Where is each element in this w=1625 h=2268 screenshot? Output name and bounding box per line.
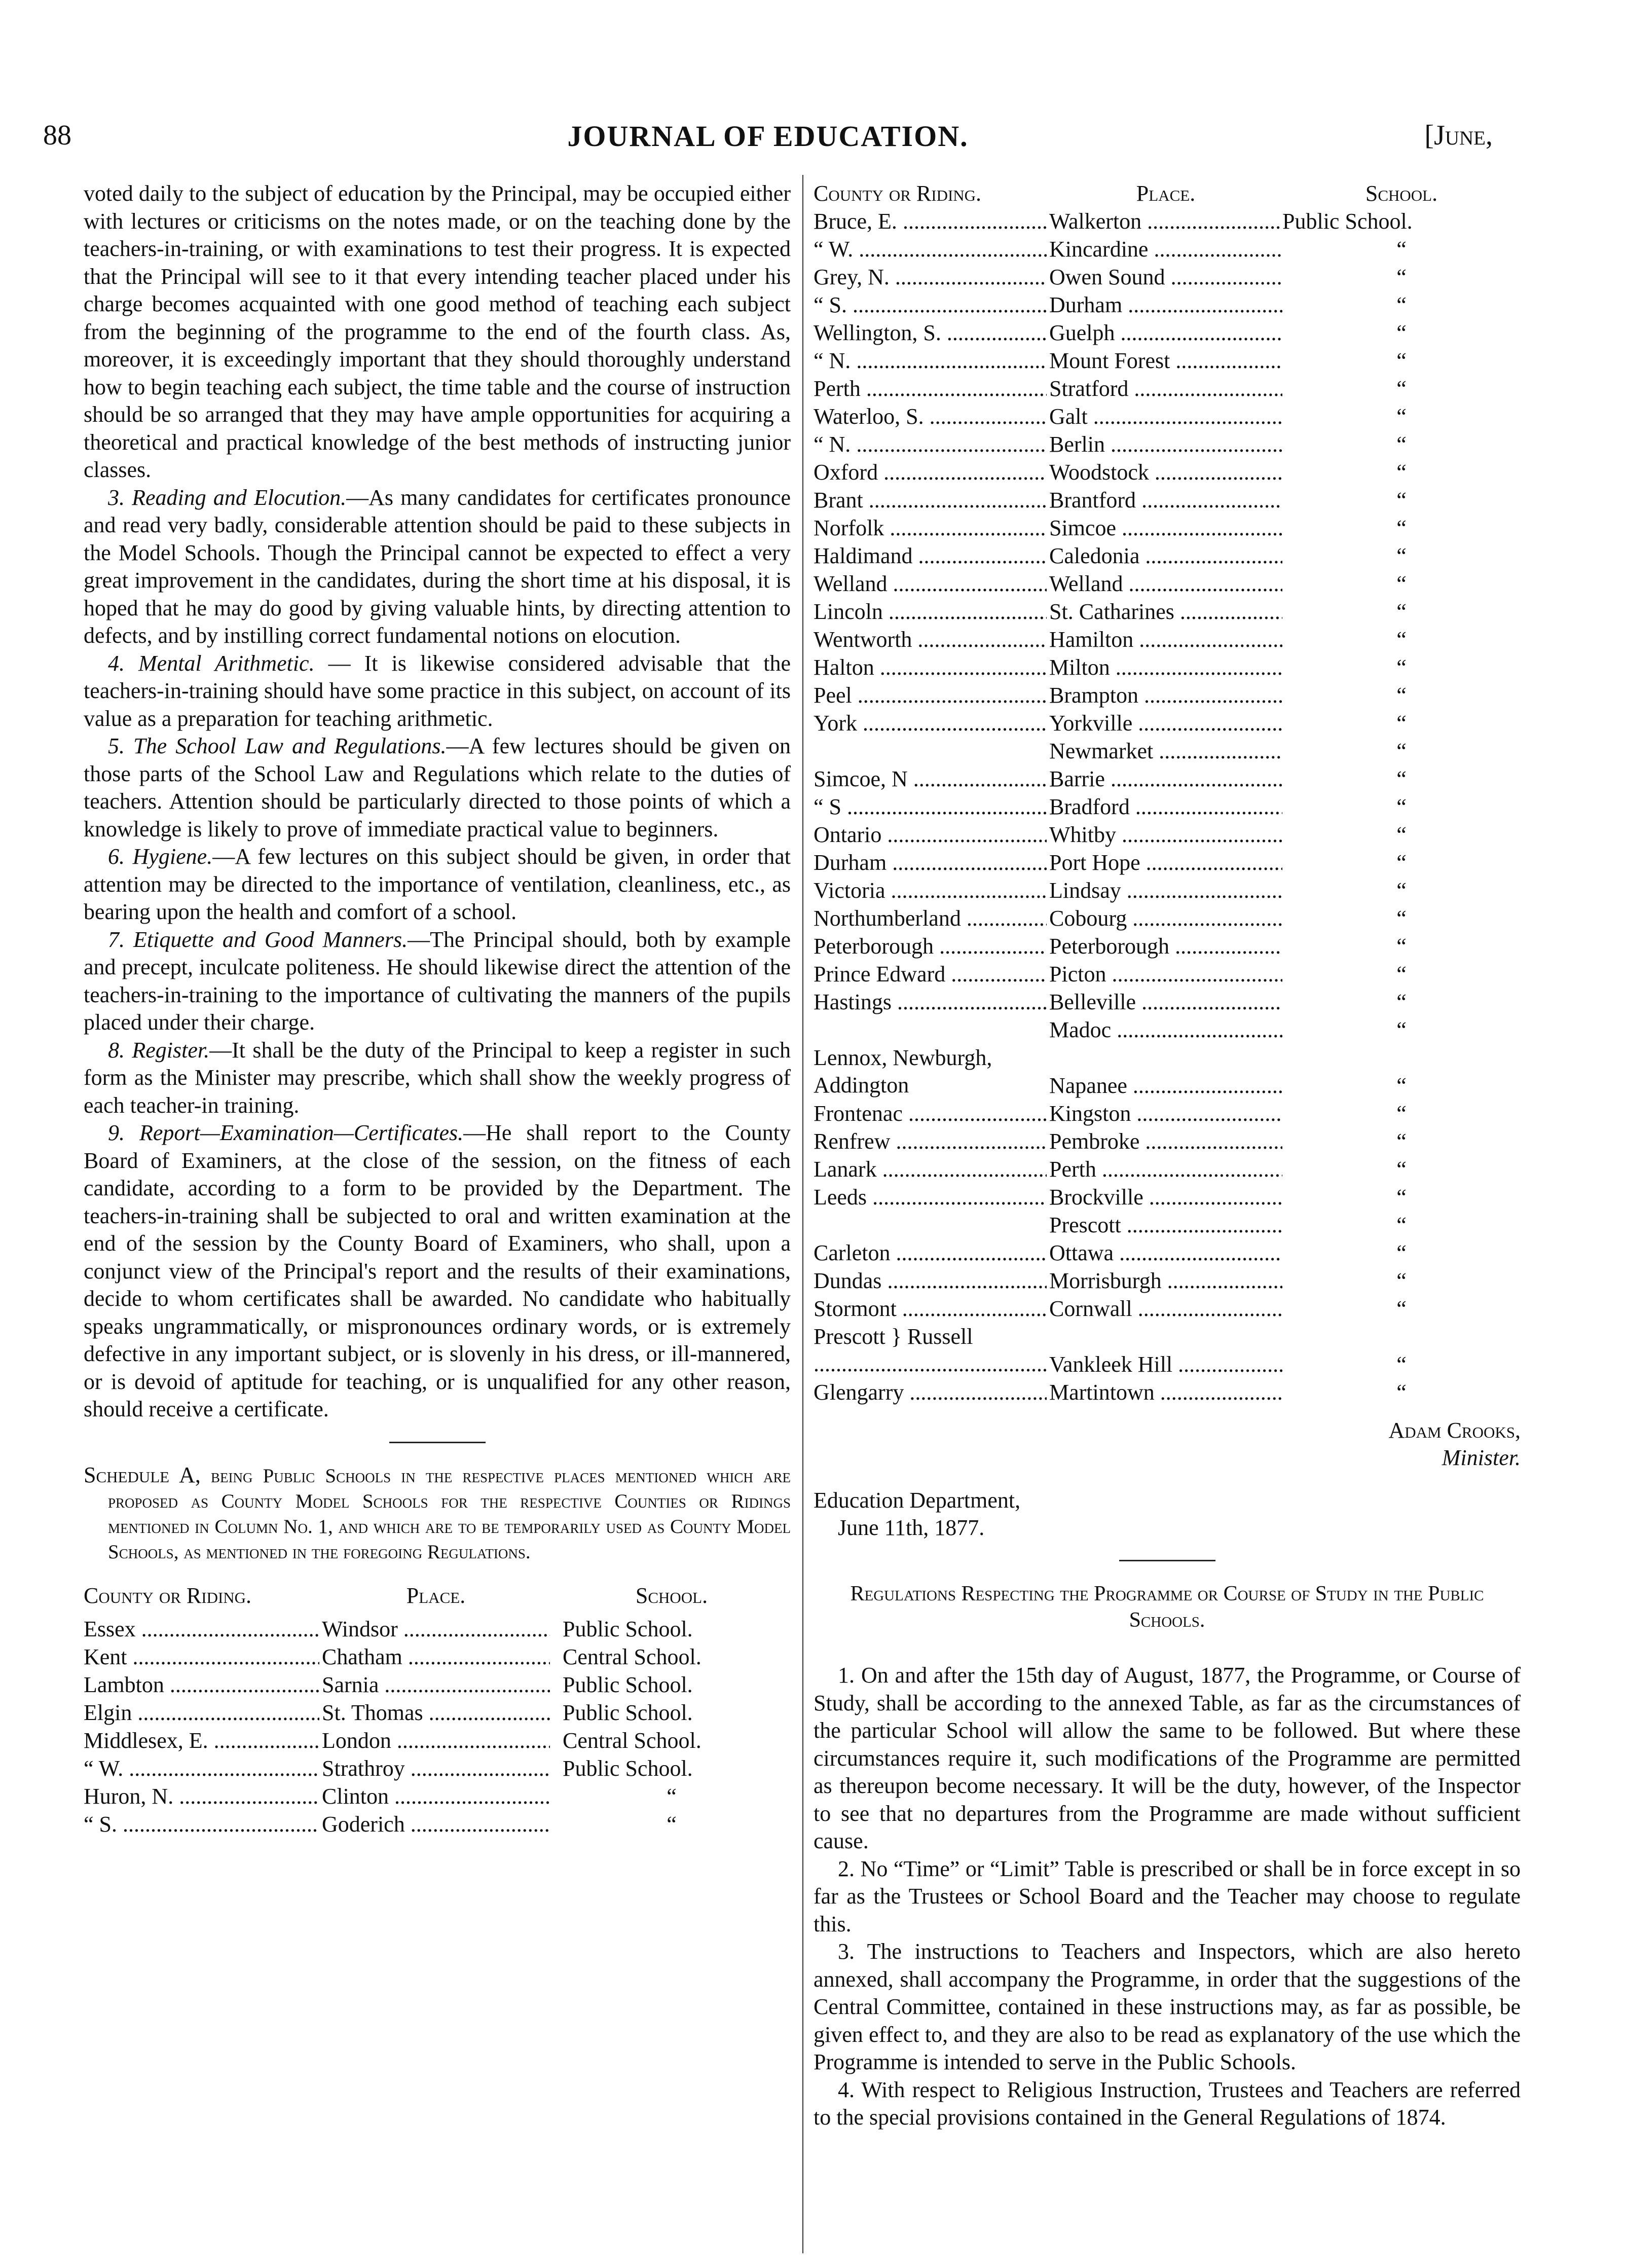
- county-cell: Oxford .....: [814, 459, 1047, 486]
- county-cell: Peterborough .....: [814, 933, 1047, 960]
- school-cell: “: [1396, 1157, 1407, 1182]
- table-row: [814, 654, 1521, 682]
- dateline-date: June 11th, 1877.: [838, 1515, 985, 1540]
- place-cell: Ottawa .....: [1049, 1239, 1282, 1267]
- school-cell: “: [1396, 766, 1407, 791]
- county-cell: Dundas .....: [814, 1267, 1047, 1295]
- county-cell: Elgin .....: [84, 1699, 319, 1727]
- paragraph: [84, 926, 791, 1037]
- county-cell: Waterloo, S. .....: [814, 403, 1047, 430]
- place-cell: Milton .....: [1049, 654, 1282, 681]
- paragraph-heading: 6. Hygiene.: [108, 844, 213, 869]
- school-cell: “: [1396, 1380, 1407, 1405]
- table-row: [84, 1616, 791, 1643]
- school-cell: “: [1396, 627, 1407, 652]
- table-row: [814, 291, 1521, 319]
- table-row: [814, 1156, 1521, 1184]
- table-row: [814, 515, 1521, 542]
- paragraph: [84, 733, 791, 843]
- paragraph-text: —A few lectures on this subject should be given, in order that attention may be directed to the importance of ventilation, cleanliness, etc., as bearing upon the health and comfort of a school.: [84, 844, 791, 924]
- place-cell: Brantford .....: [1049, 487, 1282, 514]
- place-cell: Galt .....: [1049, 403, 1282, 430]
- paragraph-text: —The Principal should, both by example and precept, inculcate politeness. He should likewise direct the attention of the teachers-in-training to the importance of cultivating the manners of the pupils placed under their charge.: [84, 927, 791, 1035]
- place-cell: Peterborough .....: [1049, 933, 1282, 960]
- place-cell: Strathroy .....: [322, 1755, 550, 1782]
- place-cell: Barrie .....: [1049, 765, 1282, 793]
- place-cell: Stratford .....: [1049, 375, 1282, 403]
- school-cell: Central School.: [563, 1728, 701, 1753]
- table-row: [814, 1295, 1521, 1323]
- county-cell: Perth .....: [814, 375, 1047, 403]
- county-cell: “ S .....: [814, 793, 1047, 821]
- table-row: [84, 1811, 791, 1839]
- table-row: [814, 431, 1521, 459]
- paragraph-heading: 5. The School Law and Regulations.: [108, 734, 447, 758]
- regulations-title: Regulations Respecting the Programme or Course of Study in the Public Schools.: [850, 1582, 1484, 1632]
- regulation-paragraph: 4. With respect to Religious Instruction, Trustees and Teachers are referred to the special provisions contained in the General Regulations of 1874.: [814, 2077, 1521, 2130]
- county-cell: Kent .....: [84, 1643, 319, 1671]
- place-cell: Welland .....: [1049, 570, 1282, 598]
- county-cell: Ontario .....: [814, 821, 1047, 849]
- table-row: [814, 682, 1521, 710]
- journal-title: JOURNAL OF EDUCATION.: [567, 120, 969, 153]
- place-cell: Madoc .....: [1049, 1016, 1282, 1044]
- county-cell: “ W. .....: [84, 1755, 319, 1782]
- school-cell: “: [1396, 516, 1407, 540]
- table-row: [814, 738, 1521, 765]
- school-cell: “: [1396, 1213, 1407, 1237]
- county-cell: Bruce, E. .....: [814, 208, 1047, 235]
- regulations-body: [814, 1662, 1521, 2132]
- table-row: [814, 1267, 1521, 1295]
- school-cell: “: [1396, 1296, 1407, 1321]
- paragraph: [84, 180, 791, 484]
- school-cell: Public School.: [563, 1672, 693, 1697]
- table-row: [814, 793, 1521, 821]
- place-cell: Owen Sound .....: [1049, 264, 1282, 291]
- page-number: 88: [43, 120, 71, 151]
- school-cell: “: [1396, 599, 1407, 624]
- county-cell: Glengarry .....: [814, 1379, 1047, 1406]
- place-cell: Hamilton .....: [1049, 626, 1282, 653]
- table-row: [84, 1643, 791, 1671]
- table-row: [84, 1727, 791, 1755]
- county-cell: Norfolk .....: [814, 515, 1047, 542]
- paragraph-heading: 4. Mental Arithmetic.: [108, 650, 315, 676]
- paragraph-text: —He shall report to the County Board of Examiners, at the close of the session, on the fitness of each candidate, according to a form to be provided by the Department. The teachers-in-training shall be subjected to oral and written examination at the end of the session by the County Board of Examiners, who shall, upon a conjunct view of the Principal's report and the results of their examinations, decide to whom certificates shall be awarded. No candidate who habitually speaks ungrammatically, or mispronounces ordinary words, or is extremely defective in any important subject, or is slovenly in his dress, or ill-mannered, or is devoid of aptitude for teaching, or is unqualified for any other reason, should receive a certificate.: [84, 1120, 791, 1421]
- table-row: [814, 626, 1521, 654]
- right-column: [814, 180, 1521, 2132]
- table-row: [84, 1755, 791, 1783]
- school-cell: “: [1396, 543, 1407, 568]
- county-cell: Huron, N. .....: [84, 1783, 319, 1810]
- county-cell: Carleton .....: [814, 1239, 1047, 1267]
- header-county: County or Riding.: [84, 1583, 252, 1608]
- signature-role: Minister.: [1442, 1445, 1521, 1470]
- issue-month: [June,: [1424, 120, 1493, 151]
- regulation-paragraph: 1. On and after the 15th day of August, 1877, the Programme, or Course of Study, shall be according to the annexed Table, as far as the circumstances of the particular School will allow the same to be followed. But where these circumstances require it, such modifications of the Programme are permitted as thereupon become necessary. It will be the duty, however, of the Inspector to see that no departures from the Programme are made without sufficient cause.: [814, 1663, 1521, 1853]
- county-cell: Lambton .....: [84, 1671, 319, 1699]
- school-cell: “: [1396, 1017, 1407, 1042]
- table-row: [814, 459, 1521, 487]
- place-cell: Walkerton .....: [1049, 208, 1282, 235]
- school-cell: “: [1396, 404, 1407, 429]
- table-row: [814, 542, 1521, 570]
- county-cell: Victoria .....: [814, 877, 1047, 904]
- place-cell: Kincardine .....: [1049, 236, 1282, 263]
- school-cell: “: [1396, 794, 1407, 819]
- county-cell: Prince Edward .....: [814, 961, 1047, 988]
- school-cell: “: [1396, 711, 1407, 736]
- paragraph-heading: 3. Reading and Elocution.: [108, 485, 347, 510]
- school-cell: “: [1396, 822, 1407, 847]
- county-cell: Grey, N. .....: [814, 264, 1047, 291]
- place-cell: Sarnia .....: [322, 1671, 550, 1699]
- county-cell: Welland .....: [814, 570, 1047, 598]
- place-cell: Prescott .....: [1049, 1212, 1282, 1239]
- place-cell: St. Thomas .....: [322, 1699, 550, 1727]
- school-cell: “: [1396, 906, 1407, 931]
- regulation-paragraph: 3. The instructions to Teachers and Inspectors, which are also hereto annexed, shall accompany the Programme, in order that the suggestions of the Central Committee, contained in these instructions may, as far as possible, be given effect to, and they are also to be read as explanatory of the use which the Programme is intended to serve in the Public Schools.: [814, 1939, 1521, 2074]
- signature-block: [814, 1417, 1521, 1472]
- table-row: [814, 236, 1521, 264]
- left-column: [84, 180, 791, 1839]
- column-divider: [802, 175, 803, 2253]
- paragraph-text: —It shall be the duty of the Principal to keep a register in such form as the Minister may prescribe, which shall show the weekly progress of each teacher-in training.: [84, 1037, 791, 1118]
- school-cell: “: [1396, 320, 1407, 345]
- table-row: [814, 989, 1521, 1016]
- place-cell: Clinton .....: [322, 1783, 550, 1810]
- county-cell: Lennox, Newburgh, Addington .....: [814, 1044, 1047, 1100]
- county-cell: Prescott } Russell .....: [814, 1323, 1047, 1378]
- table-row: [814, 1100, 1521, 1128]
- paragraph-text: —As many candidates for certificates pronounce and read very badly, considerable attention should be paid to these subjects in the Model Schools. Though the Principal cannot be expected to effect a very great improvement in the candidates, during the short time at his disposal, it is hoped that he may do good by giving valuable hints, by directing attention to defects, and by instilling correct fundamental notions on elocution.: [84, 485, 791, 648]
- place-cell: Perth .....: [1049, 1156, 1282, 1183]
- school-cell: “: [1396, 348, 1407, 373]
- place-cell: Goderich .....: [322, 1811, 550, 1838]
- place-cell: Port Hope .....: [1049, 849, 1282, 876]
- table-row: [814, 1239, 1521, 1267]
- table-row: [814, 570, 1521, 598]
- issue-month-text: June,: [1434, 120, 1493, 151]
- school-cell: Public School.: [563, 1700, 693, 1725]
- table-row: [814, 598, 1521, 626]
- table-row: [814, 319, 1521, 347]
- county-cell: Wentworth .....: [814, 626, 1047, 653]
- school-cell: “: [1396, 1101, 1407, 1126]
- table-row: [814, 1212, 1521, 1239]
- school-cell: Public School.: [563, 1616, 693, 1641]
- paragraph-text: voted daily to the subject of education by the Principal, may be occupied either with lectures or criticisms on the notes made, or on the teaching done by the teachers-in-training, or with examinations to test their progress. It is expected that the Principal will see to it that every intending teacher placed under his charge becomes acquainted with one good method of teaching each subject from the beginning of the programme to the end of the fourth class. As, moreover, it is exceedingly important that they should thoroughly understand how to begin teaching each subject, the time table and the course of instruction should be so arranged that they may have ample opportunities for acquiring a theoretical and practical knowledge of the best methods of instructing junior classes.: [84, 181, 791, 482]
- table-header-row: [84, 1582, 791, 1616]
- dateline: [814, 1487, 1521, 1542]
- paragraph: [84, 843, 791, 926]
- place-cell: Yorkville .....: [1049, 710, 1282, 737]
- table-row: [814, 1016, 1521, 1044]
- schedule-a-table-left: [84, 1582, 791, 1839]
- county-cell: Renfrew .....: [814, 1128, 1047, 1155]
- paragraph: [84, 1119, 791, 1423]
- county-cell: Peel .....: [814, 682, 1047, 709]
- place-cell: Newmarket .....: [1049, 738, 1282, 765]
- school-cell: “: [1396, 571, 1407, 596]
- schedule-rows-right: [814, 208, 1521, 1407]
- header-school: School.: [635, 1583, 708, 1608]
- table-row: [814, 208, 1521, 236]
- table-row: [814, 821, 1521, 849]
- regulation-paragraph: 2. No “Time” or “Limit” Table is prescribed or shall be in force except in so far as the Trustees or School Board and the Teacher may choose to regulate this.: [814, 1856, 1521, 1936]
- school-cell: “: [1396, 990, 1407, 1014]
- school-cell: “: [1396, 934, 1407, 959]
- county-cell: Frontenac .....: [814, 1100, 1047, 1127]
- paragraph-heading: 9. Report—Examination—Certificates.: [108, 1120, 464, 1145]
- school-cell: Central School.: [563, 1644, 701, 1669]
- school-cell: “: [1396, 1073, 1407, 1098]
- school-cell: “: [1396, 432, 1407, 457]
- school-cell: “: [1396, 1129, 1407, 1154]
- place-cell: Pembroke .....: [1049, 1128, 1282, 1155]
- place-cell: Durham .....: [1049, 291, 1282, 319]
- table-row: [814, 877, 1521, 905]
- paragraph-text: —A few lectures should be given on those parts of the School Law and Regulations which relate to the duties of teachers. Attention should be particularly directed to those points of which a knowledge is likely to prove of immediate practical value to beginners.: [84, 734, 791, 842]
- county-cell: Wellington, S. .....: [814, 319, 1047, 347]
- county-cell: Lanark .....: [814, 1156, 1047, 1183]
- paragraph: [84, 484, 791, 650]
- place-cell: Caledonia .....: [1049, 542, 1282, 570]
- school-cell: “: [1396, 962, 1407, 986]
- school-cell: “: [1396, 376, 1407, 401]
- county-cell: Leeds .....: [814, 1184, 1047, 1211]
- place-cell: Brockville .....: [1049, 1184, 1282, 1211]
- county-cell: “ N. .....: [814, 431, 1047, 458]
- place-cell: Cobourg .....: [1049, 905, 1282, 932]
- table-row: [814, 961, 1521, 989]
- schedule-a-caption: being Public Schools in the respective places mentioned which are proposed as County Model Schools for the respective Counties or Ridings mentioned in Column No. 1, and which are to be temporarily used as County Model Schools, as mentioned in the foregoing Regulations.: [108, 1465, 791, 1563]
- school-cell: “: [1396, 1352, 1407, 1377]
- table-row: [814, 347, 1521, 375]
- header-place: Place.: [1136, 181, 1196, 206]
- school-cell: Public School.: [1282, 209, 1413, 234]
- county-cell: Simcoe, N .....: [814, 765, 1047, 793]
- county-cell: Lincoln .....: [814, 598, 1047, 626]
- school-cell: “: [667, 1811, 677, 1837]
- school-cell: “: [1396, 683, 1407, 708]
- table-row: [84, 1699, 791, 1727]
- school-cell: “: [1396, 460, 1407, 485]
- place-cell: Vankleek Hill .....: [1049, 1351, 1282, 1378]
- schedule-a-lead: Schedule A,: [84, 1462, 201, 1487]
- table-row: [814, 849, 1521, 877]
- place-cell: Whitby .....: [1049, 821, 1282, 849]
- school-cell: “: [1396, 1268, 1407, 1293]
- table-row: [814, 1323, 1521, 1379]
- school-cell: “: [1396, 850, 1407, 875]
- school-cell: “: [1396, 655, 1407, 680]
- table-row: [814, 933, 1521, 961]
- place-cell: Chatham .....: [322, 1643, 550, 1671]
- county-cell: Northumberland .....: [814, 905, 1047, 932]
- section-rule: [1119, 1560, 1215, 1561]
- table-header-row: [814, 180, 1521, 208]
- table-row: [814, 905, 1521, 933]
- county-cell: Brant .....: [814, 487, 1047, 514]
- schedule-a-title: [84, 1462, 791, 1565]
- table-row: [814, 710, 1521, 738]
- model-school-regulations: [84, 180, 791, 1423]
- school-cell: “: [1396, 488, 1407, 513]
- school-cell: “: [1396, 265, 1407, 289]
- table-row: [814, 765, 1521, 793]
- place-cell: London .....: [322, 1727, 550, 1754]
- place-cell: Guelph .....: [1049, 319, 1282, 347]
- schedule-rows-left: [84, 1616, 791, 1839]
- county-cell: “ S. .....: [814, 291, 1047, 319]
- county-cell: Middlesex, E. .....: [84, 1727, 319, 1754]
- place-cell: Windsor .....: [322, 1616, 550, 1643]
- signature-name: Adam Crooks,: [1388, 1418, 1521, 1443]
- place-cell: St. Catharines .....: [1049, 598, 1282, 626]
- table-row: [814, 487, 1521, 515]
- county-cell: Durham .....: [814, 849, 1047, 876]
- school-cell: “: [1396, 1240, 1407, 1265]
- county-cell: Hastings .....: [814, 989, 1047, 1016]
- table-row: [814, 1184, 1521, 1212]
- dateline-department: Education Department,: [814, 1488, 1021, 1513]
- schedule-a-table-right: [814, 180, 1521, 1407]
- table-row: [814, 403, 1521, 431]
- place-cell: Brampton .....: [1049, 682, 1282, 709]
- paragraph-text: — It is likewise considered advisable that the teachers-in-training should have some practice in this subject, on account of its value as a preparation for teaching arithmetic.: [84, 650, 791, 731]
- paragraph-heading: 7. Etiquette and Good Manners.: [108, 927, 408, 952]
- place-cell: Picton .....: [1049, 961, 1282, 988]
- place-cell: Napanee .....: [1049, 1072, 1282, 1100]
- school-cell: “: [1396, 292, 1407, 317]
- page-header: [43, 119, 1493, 170]
- header-place: Place.: [406, 1583, 466, 1608]
- school-cell: Public School.: [563, 1755, 693, 1781]
- table-row: [814, 1128, 1521, 1156]
- school-cell: “: [1396, 237, 1407, 262]
- place-cell: Morrisburgh .....: [1049, 1267, 1282, 1295]
- paragraph-heading: 8. Register.: [108, 1037, 210, 1063]
- school-cell: “: [1396, 878, 1407, 903]
- place-cell: Belleville .....: [1049, 989, 1282, 1016]
- paragraph: [84, 1037, 791, 1120]
- place-cell: Cornwall .....: [1049, 1295, 1282, 1323]
- paragraph: [84, 650, 791, 733]
- place-cell: Berlin .....: [1049, 431, 1282, 458]
- place-cell: Woodstock .....: [1049, 459, 1282, 486]
- county-cell: Haldimand .....: [814, 542, 1047, 570]
- place-cell: Mount Forest .....: [1049, 347, 1282, 375]
- school-cell: “: [667, 1783, 677, 1809]
- county-cell: York .....: [814, 710, 1047, 737]
- county-cell: Essex .....: [84, 1616, 319, 1643]
- section-rule: [389, 1442, 486, 1443]
- school-cell: “: [1396, 739, 1407, 763]
- table-row: [814, 264, 1521, 291]
- place-cell: Martintown .....: [1049, 1379, 1282, 1406]
- header-county: County or Riding.: [814, 181, 982, 206]
- county-cell: Stormont .....: [814, 1295, 1047, 1323]
- table-row: [814, 375, 1521, 403]
- header-school: School.: [1365, 181, 1438, 206]
- county-cell: Halton .....: [814, 654, 1047, 681]
- place-cell: Simcoe .....: [1049, 515, 1282, 542]
- table-row: [814, 1044, 1521, 1100]
- place-cell: Kingston .....: [1049, 1100, 1282, 1127]
- county-cell: “ W. .....: [814, 236, 1047, 263]
- county-cell: “ S. .....: [84, 1811, 319, 1838]
- place-cell: Bradford .....: [1049, 793, 1282, 821]
- county-cell: “ N. .....: [814, 347, 1047, 375]
- table-row: [84, 1783, 791, 1811]
- place-cell: Lindsay .....: [1049, 877, 1282, 904]
- school-cell: “: [1396, 1185, 1407, 1210]
- table-row: [84, 1671, 791, 1699]
- table-row: [814, 1379, 1521, 1407]
